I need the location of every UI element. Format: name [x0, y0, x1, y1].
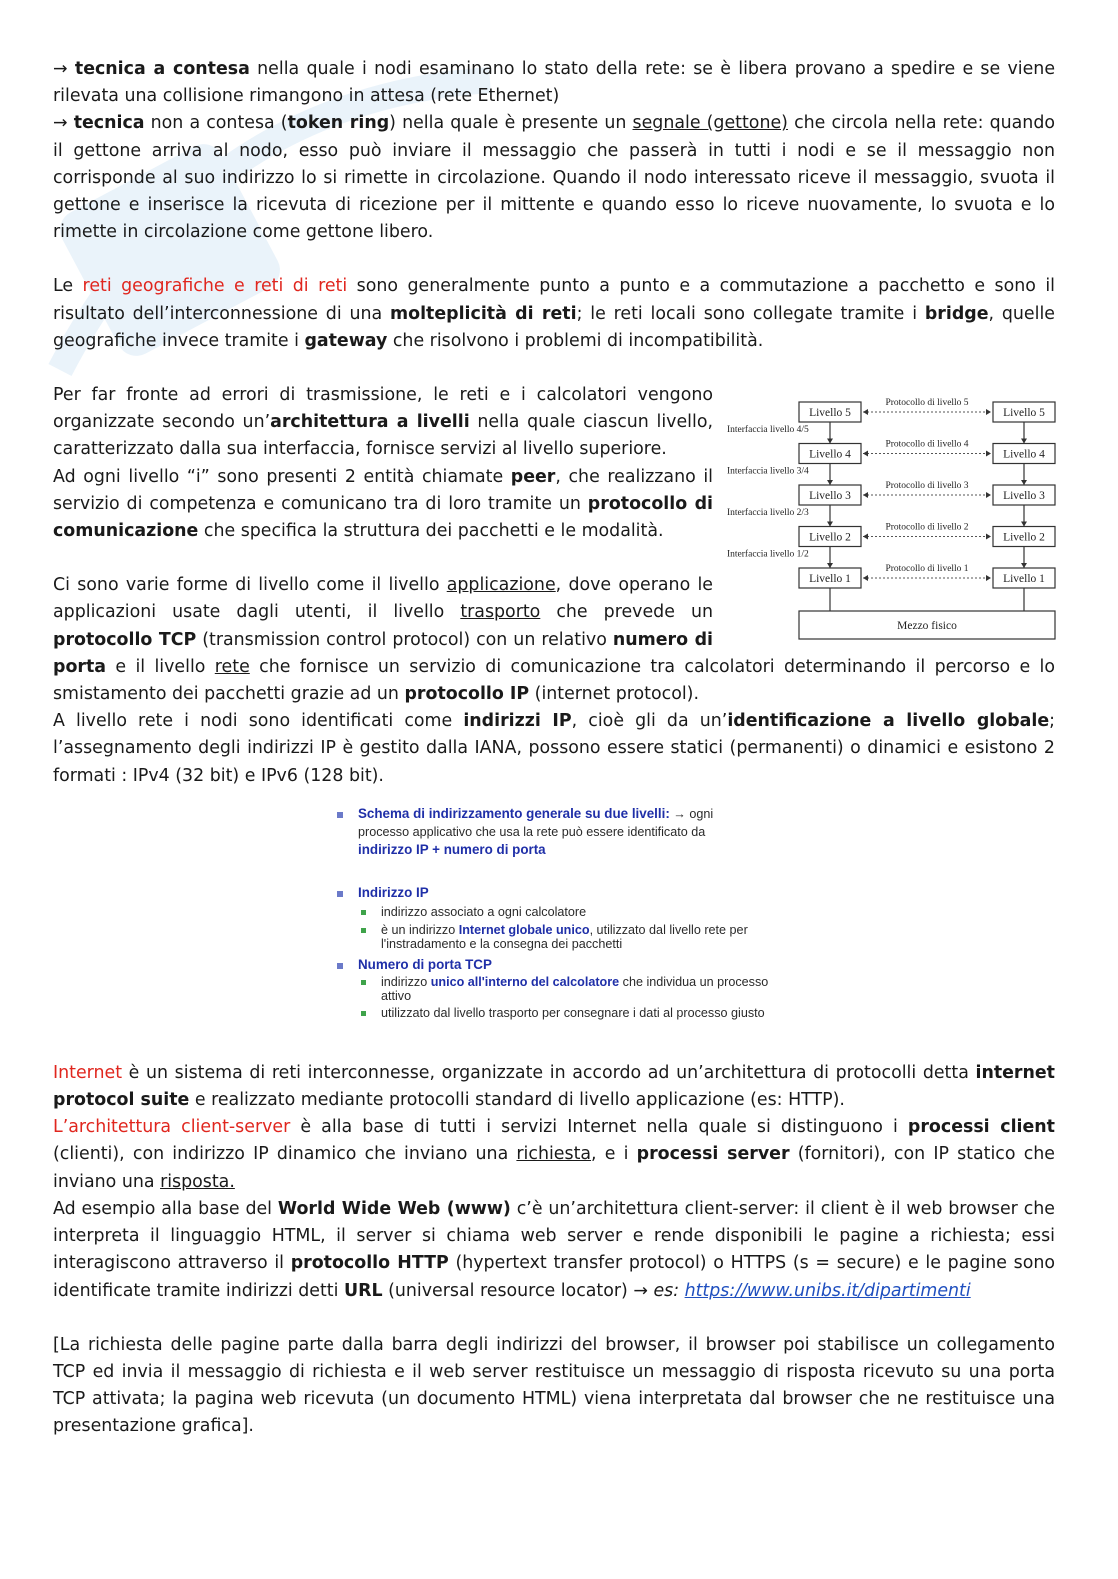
layer-label-right: Livello 5 — [1003, 407, 1045, 420]
bullet-square-icon — [337, 963, 343, 969]
interface-label: Interfaccia livello 2/3 — [727, 508, 809, 519]
protocol-label: Protocollo di livello 2 — [885, 522, 969, 533]
protocol-arrowhead-right — [986, 492, 991, 498]
layer-diagram-svg — [727, 392, 1065, 644]
interface-label: Interfaccia livello 3/4 — [727, 466, 809, 477]
paragraph-livelli: Ci sono varie forme di livello come il livello applicazione, dove operano le applicazioni usate dagli utenti, il livello trasporto che prevede un protocollo TCP (transmission control protocol) con un relativo numero di porta e il livello rete che fornisce un servizio di comunicazione tra calcolatori determinando il percorso e lo smistamento dei pacchetti grazie ad un protocollo IP (internet protocol). A livello rete i nodi sono identificati come indirizzi IP, cioè gli da un’identificazione a livello globale; l’assegnamento degli indirizzi IP è gestito dalla IANA, possono essere statici (permanenti) o dinamici e esistono 2 formati : IPv4 (32 bit) e IPv6 (128 bit). — [53, 575, 1056, 786]
protocol-arrowhead-right — [986, 534, 991, 540]
schema-bullet-cont: l'instradamento e la consegna dei pacchetti — [381, 936, 623, 951]
protocol-arrowhead-left — [863, 534, 868, 540]
schema-heading-3: Numero di porta TCP — [358, 956, 492, 972]
schema-bullet: indirizzo associato a ogni calcolatore — [381, 904, 587, 919]
protocol-label: Protocollo di livello 4 — [885, 439, 969, 450]
layer-label-right: Livello 3 — [1003, 490, 1045, 503]
paragraph-internet: Internet è un sistema di reti interconnesse, organizzate in accordo ad un’architettura di protocolli detta internet protocol suite e realizzato mediante protocolli standard di livello applicazione (es: HTTP). L’architettura client-server è alla base di tutti i servizi Internet nella quale si distinguono i processi client (clienti), con indirizzo IP dinamico che inviano una richiesta, e i processi server (fornitori), con IP statico che inviano una risposta. Ad esempio alla base del World Wide Web (www) c’è un’architettura client-server: il client è il web browser che interpreta il linguaggio HTML, il server si chiama web server e rende disponibili le pagine a richiesta; essi interagiscono attraverso il protocollo HTTP (hypertext transfer protocol) o HTTPS (s = secure) e le pagine sono identificate tramite indirizzi detti URL (universal resource locator) → es: https://www.unibs.it/dipartimenti — [53, 1062, 1056, 1301]
interface-arrowhead-left — [827, 563, 833, 568]
physical-medium-label: Mezzo fisico — [897, 620, 957, 633]
bullet-green-icon — [361, 980, 366, 985]
layer-label-left: Livello 2 — [809, 531, 851, 544]
protocol-arrowhead-left — [863, 451, 868, 457]
unibs-link[interactable]: https://www.unibs.it/dipartimenti — [684, 1280, 971, 1301]
protocol-arrowhead-left — [863, 492, 868, 498]
paragraph-richiesta: [La richiesta delle pagine parte dalla barra degli indirizzi del browser, il browser poi stabilisce un collegamento TCP ed invia il messaggio di richiesta e il web server restituisce un messaggio di risposta ricevuto su una porta TCP attivata; la pagina web ricevuta (un documento HTML) viena interpretata dal browser che ne restituisce una presentazione grafica]. — [53, 1334, 1055, 1437]
protocol-arrowhead-right — [986, 575, 991, 581]
layer-label-left: Livello 3 — [809, 490, 851, 503]
paragraph-token: → tecnica a contesa nella quale i nodi esaminano lo stato della rete: se è libera provano a spedire e se viene rilevata una collisione rimangono in attesa (rete Ethernet) → tecnica non a contesa (token ring) nella quale è presente un segnale (gettone) che circola nella rete: quando il gettone arriva al nodo, esso può inviare il messaggio che passerà in tutti i nodi e se il messaggio non corrisponde al suo indirizzo lo si rimette in circolazione. Quando il nodo interessato riceve il messaggio, svuota il gettone e inserisce la ricevuta di ricezione per il mittente e quando esso lo riceve nuovamente, lo svuota e lo rimette in circolazione come gettone libero. — [53, 59, 1056, 243]
interface-arrowhead-right — [1021, 563, 1027, 568]
bullet-green-icon — [361, 1011, 366, 1016]
protocol-arrowhead-right — [986, 409, 991, 415]
document-body — [53, 56, 1055, 1441]
schema-heading-2: Indirizzo IP — [358, 884, 429, 900]
layer-label-right: Livello 4 — [1003, 448, 1045, 461]
paragraph-reti-geografiche: Le reti geografiche e reti di reti sono generalmente punto a punto e a commutazione a pacchetto e sono il risultato dell’interconnessione di una molteplicità di reti; le reti locali sono collegate tramite i bridge, quelle geografiche invece tramite i gateway che risolvono i problemi di incompatibilità. — [53, 276, 1055, 351]
bullet-green-icon — [361, 910, 366, 915]
layer-label-right: Livello 2 — [1003, 531, 1045, 544]
layer-label-right: Livello 1 — [1003, 573, 1045, 586]
bullet-square-icon — [337, 812, 343, 818]
protocol-arrowhead-right — [986, 451, 991, 457]
interface-arrowhead-right — [1021, 480, 1027, 485]
layer-label-left: Livello 4 — [809, 448, 851, 461]
schema-bullet: indirizzo unico all'interno del calcolatore che individua un processo — [381, 974, 769, 989]
protocol-label: Protocollo di livello 5 — [885, 398, 969, 409]
schema-bullet: utilizzato dal livello trasporto per consegnare i dati al processo giusto — [381, 1005, 765, 1020]
protocol-label: Protocollo di livello 1 — [885, 564, 969, 575]
layer-label-left: Livello 5 — [809, 407, 851, 420]
protocol-arrowhead-left — [863, 409, 868, 415]
bullet-green-icon — [361, 928, 366, 933]
bullet-square-icon — [337, 891, 343, 897]
interface-arrowhead-left — [827, 522, 833, 527]
interface-arrowhead-right — [1021, 439, 1027, 444]
protocol-arrowhead-left — [863, 575, 868, 581]
paragraph-architettura: Per far fronte ad errori di trasmissione, le reti e i calcolatori vengono organizzate secondo un’architettura a livelli nella quale ciascun livello, caratterizzato dalla sua interfaccia, fornisce servizi al livello superiore. Ad ogni livello “i” sono presenti 2 entità chiamate peer, che realizzano il servizio di competenza e comunicano tra di loro tramite un protocollo di comunicazione che specifica la struttura dei pacchetti e le modalità. — [53, 385, 714, 542]
interface-arrowhead-right — [1021, 522, 1027, 527]
schema-line: processo applicativo che usa la rete può essere identificato da — [358, 824, 706, 839]
interface-arrowhead-left — [827, 480, 833, 485]
interface-label: Interfaccia livello 4/5 — [727, 425, 809, 436]
layer-diagram — [727, 392, 1065, 644]
schema-bullet-cont: attivo — [381, 988, 412, 1003]
interface-arrowhead-left — [827, 439, 833, 444]
addressing-schema-figure — [337, 806, 777, 1026]
schema-line-bold: indirizzo IP + numero di porta — [358, 841, 546, 857]
schema-bullet: è un indirizzo Internet globale unico, utilizzato dal livello rete per — [381, 922, 748, 937]
interface-label: Interfaccia livello 1/2 — [727, 549, 809, 560]
schema-heading-1: Schema di indirizzamento generale su due livelli: → ogni — [358, 805, 714, 821]
protocol-label: Protocollo di livello 3 — [885, 481, 969, 492]
layer-label-left: Livello 1 — [809, 573, 851, 586]
layer-diagram-figure — [727, 392, 1065, 644]
